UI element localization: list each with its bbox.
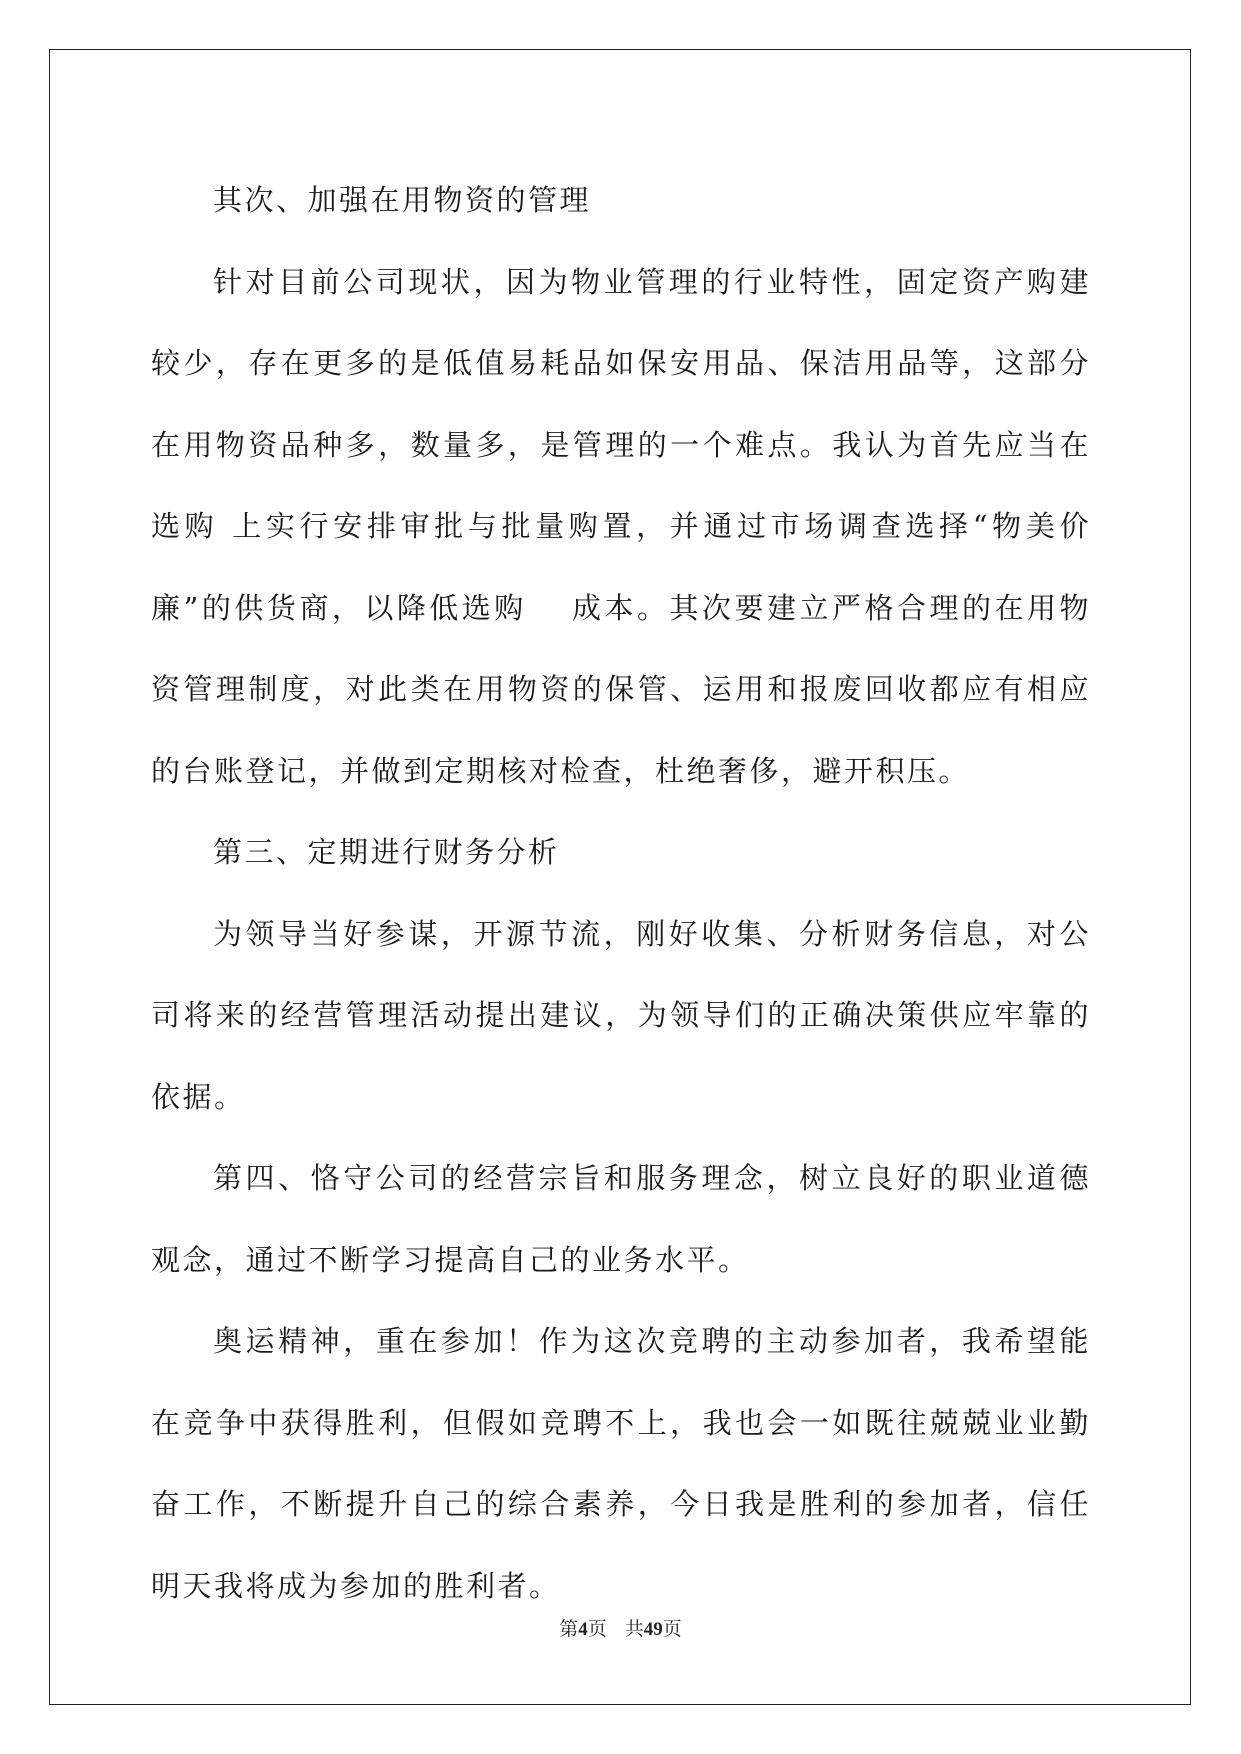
- total-prefix: 共: [624, 1619, 644, 1640]
- total-unit: 页: [662, 1619, 682, 1640]
- paragraph-heading-second: 其次、加强在用物资的管理: [213, 183, 592, 217]
- page-number-total: 49: [643, 1619, 663, 1640]
- page-prefix: 第: [559, 1619, 579, 1640]
- paragraph-heading-third: 第三、定期进行财务分析: [213, 835, 560, 869]
- page-unit: 页: [587, 1619, 607, 1640]
- page-footer: [0, 1614, 1241, 1641]
- paragraph-materials-management: 针对目前公司现状，因为物业管理的行业特性，固定资产购建较少，存在更多的是低值易耗品如保安用品、保洁用品等，这部分在用物资品种多，数量多，是管理的一个难点。我认为首先应当在选购 上实行安排审批与批量购置，并通过市场调查选择“物美价廉”的供货商，以降低选购 成本。其次要建立严格合理的在用物资管理制度，对此类在用物资的保管、运用和报废回收都应有相应的台账登记，并做到定期核对检查，杜绝奢侈，避开积压。: [151, 264, 1091, 788]
- paragraph-fourth-point: 第四、恪守公司的经营宗旨和服务理念，树立良好的职业道德观念，通过不断学习提高自己的业务水平。: [151, 1161, 1091, 1277]
- paragraph-financial-analysis: 为领导当好参谋，开源节流，刚好收集、分析财务信息，对公司将来的经营管理活动提出建议，为领导们的正确决策供应牢靠的依据。: [151, 916, 1091, 1114]
- paragraph-olympic-spirit: 奥运精神，重在参加！作为这次竞聘的主动参加者，我希望能在竞争中获得胜利，但假如竞聘不上，我也会一如既往兢兢业业勤奋工作，不断提升自己的综合素养，今日我是胜利的参加者，信任明天我将成为参加的胜利者。: [151, 1324, 1091, 1603]
- page-number-current: 4: [578, 1619, 588, 1640]
- document-body: [151, 160, 1091, 1627]
